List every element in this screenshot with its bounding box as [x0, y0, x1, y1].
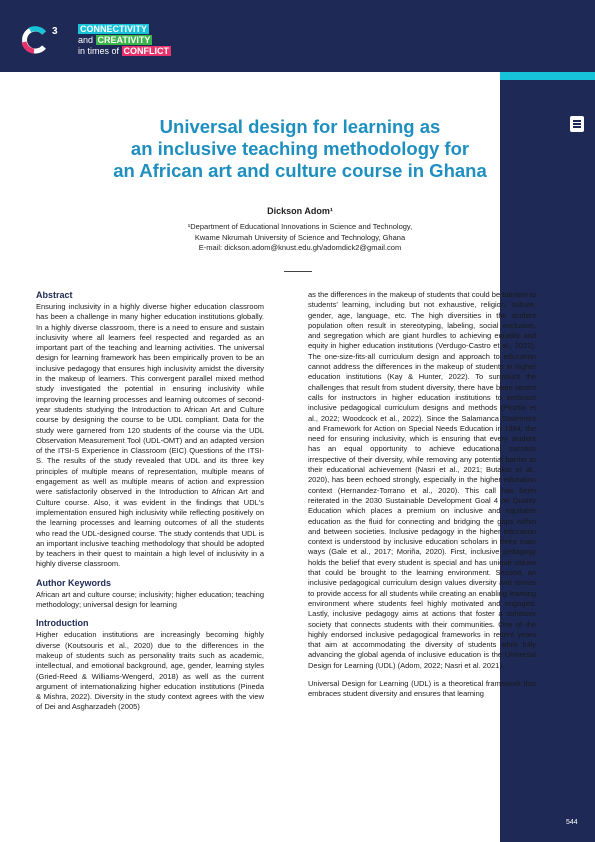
c3-logo-icon: [20, 25, 50, 55]
brand-wordmark: [78, 24, 171, 57]
abstract-text: Ensuring inclusivity in a highly diverse higher education classroom has been a challenge in many higher education institutions globally. In a highly diverse classroom, there is a need to ensure and sustain inclusivity where all learners feel respected and regarded as an important part of the teaching and learning activities. The universal design for learning framework has been empirically proven to be an inclusive pedagogy that ensures high inclusivity amidst the diversity in the makeup of learners. This convergent parallel mixed method study investigated the potential in ensuring inclusivity while improving the learning processes and learning outcomes of second-year students studying the Introduction to African Art and Culture course by designing the course to be UDL compliant. Data for the study were garnered from 120 students of the course via the UDL Observation Measurement Tool (UDL-OMT) and an adapted version of the ITSI-S Experience in Classroom (EIC) Questions of the ITSI-S. The results of the study revealed that UDL and its three key principles of multiple means of representation, multiple means of engagement as well as multiple means of action and expression were satisfactorily observed in the Introduction to African Art and Culture course. Also, it was evident in the findings that UDL's implementation ensured high inclusivity while reflecting positively on the learning processes and learning outcomes of all the students who read the UDL-designed course. The study contends that UDL is an important inclusive teaching methodology that should be adopted by teachers in their quest to maintain a high level of inclusivity in a highly diverse classroom.: [36, 302, 264, 569]
author-name: Dickson Adom¹: [267, 206, 333, 216]
brand-in-times-of: in times of: [78, 46, 120, 56]
introduction-heading: Introduction: [36, 618, 89, 629]
brand-creativity: CREATIVITY: [97, 35, 151, 45]
introduction-text-right: as the differences in the makeup of students that could be barriers to students' learning, including but not exhaustive, religion, culture, gender, age, language, etc. The high diversities in the student population often result in stereotyping, labeling, social exclusion, and segregation which are giant hurdles to achieving equality and equity in higher education institutions (Verdugo-Castro et al., 2022). The one-size-fits-all curriculum design and approach to education cannot address the differences in the makeup of students in higher education institutions (Kay & Hunter, 2022). To surmount the challenges that result from student diversity, there have been recent calls for instructors in higher education institutions to embrace inclusive pedagogical curriculum designs and methods (Pirchio et al., 2022; Woodcock et al., 2022). Since the Salamanca Statement and Framework for Action on Special Needs Education in 1994, the need for ensuring inclusivity, which is ensuring that every student has an equal opportunity to achieve educational success irrespective of their diversity, while removing any potential barrier to their educational achievement (Nasri et al., 2021; Butakor et al., 2020), has been echoed strongly, especially in the higher education context (Hernandez-Torrano et al., 2020). This call has been reiterated in the 2030 Sustainable Development Goal 4 on Quality Education which places a premium on inclusive and equitable education as the fluid for connecting and bridging the gaps within and between societies. Inclusive pedagogy in the higher education context is understood by inclusive education scholars in three main ways (Gale et al., 2017; Moriña, 2020). First, inclusive pedagogy holds the belief that every student is special and has unique values that could be brought to the learning environment. Second, an inclusive pedagogical curriculum design values diversity and strives to provide access for all students while creating an enabling learning environment where students feel highly motivated and engaged. Lastly, inclusive pedagogy aims at actions that foster a cohesive society that connects students with their communities. One of the highly endorsed inclusive pedagogical frameworks in recent years that aim at accommodating the diversity of students while fully advancing the global agenda of inclusive education is the Universal Design for Learning (UDL) (Adom, 2022; Nasri et al. 2021).: [308, 290, 536, 670]
right-column: [308, 290, 536, 708]
journal-header: [0, 0, 595, 72]
email-link[interactable]: E-mail: dickson.adom@knust.edu.gh/adomdick2@gmail.com: [198, 243, 402, 252]
article-title: Universal design for learning as an inclusive teaching methodology for an African art and culture course in Ghana: [113, 116, 487, 181]
document-icon[interactable]: [570, 116, 584, 132]
left-column: [36, 290, 264, 721]
brand-connectivity: CONNECTIVITY: [80, 24, 148, 34]
divider: [284, 271, 312, 272]
affiliation: ¹Department of Educational Innovations in Science and Technology, Kwame Nkrumah University of Science and Technology, Ghana E-mail: dickson.adom@knust.edu.gh/adomdick2@gmail.com: [120, 222, 480, 254]
keywords-heading: Author Keywords: [36, 577, 112, 588]
page-number: 544: [566, 819, 578, 826]
logo-superscript: 3: [52, 26, 58, 37]
abstract-heading: Abstract: [36, 290, 73, 300]
introduction-text-right-2: Universal Design for Learning (UDL) is a theoretical framework that embraces student diversity and ensures that learning: [308, 678, 536, 699]
brand-and: and: [78, 35, 94, 45]
keywords-text: African art and culture course; inclusivity; higher education; teaching methodology; universal design for learning: [36, 589, 264, 610]
brand-conflict: CONFLICT: [123, 46, 170, 56]
introduction-text-left: Higher education institutions are increasingly becoming highly diverse (Koutsouris et al., 2020) due to the differences in the makeup of students such as personality traits such as academic, intellectual, and emotional background, age, gender, learning styles (Gried-Reed & Williams-Wengerd, 2018) as well as the current argument of internationalizing higher education institutions (Pineda & Mishra, 2022). Diversity in the study context agrees with the view of Dei and Asgharzadeh (2005): [36, 630, 264, 712]
